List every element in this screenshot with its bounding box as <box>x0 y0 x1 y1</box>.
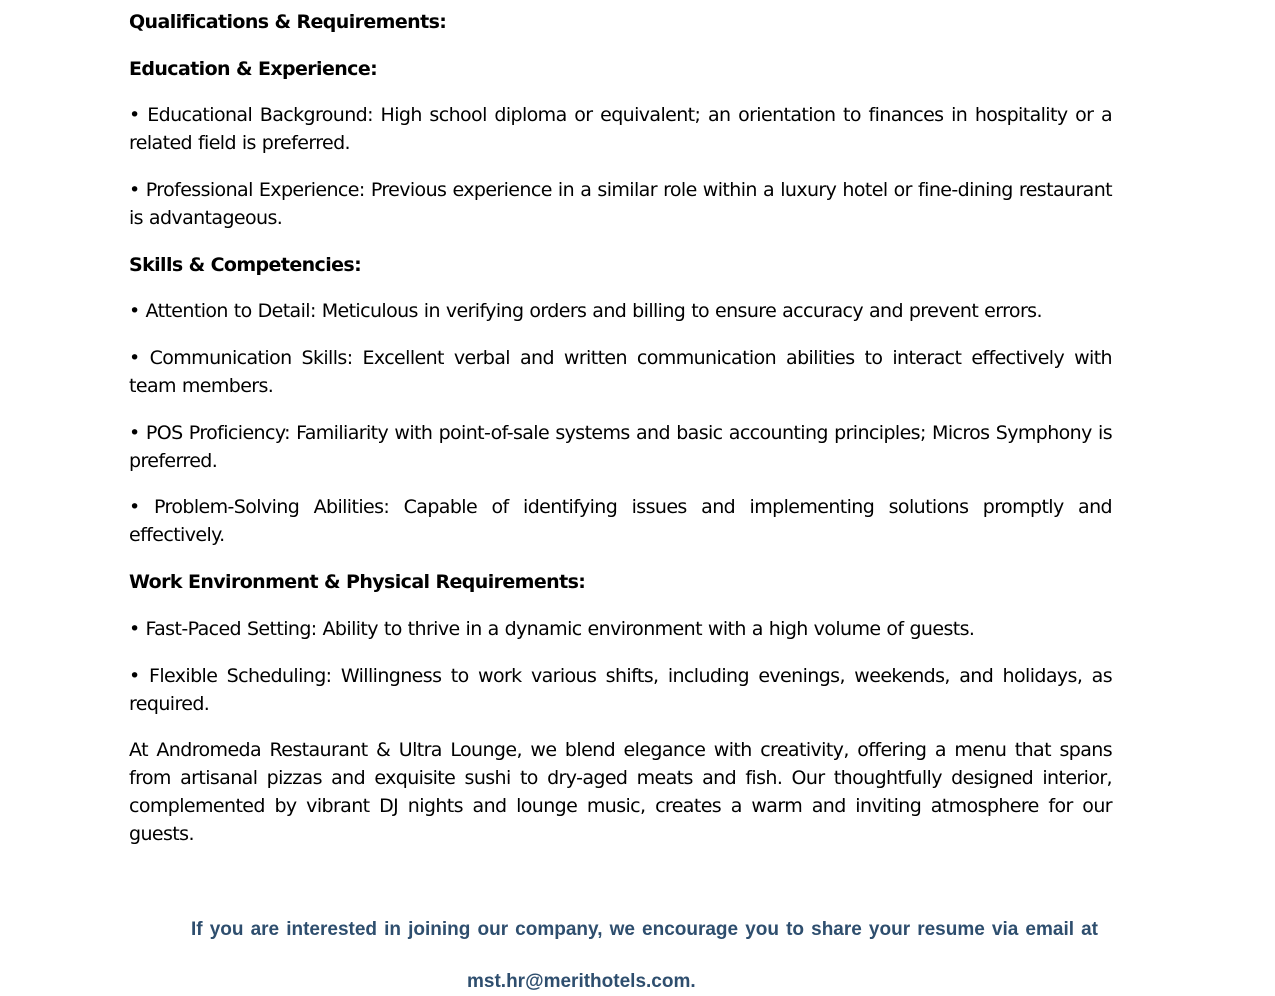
environment-item-scheduling: • Flexible Scheduling: Willingness to work various shifts, including evenings, weekends, and holidays, as required. <box>129 665 1112 715</box>
environment-item-fast-paced: • Fast-Paced Setting: Ability to thrive in a dynamic environment with a high volume of guests. <box>129 618 975 640</box>
education-item-background: • Educational Background: High school diploma or equivalent; an orientation to finances in hospitality or a related field is preferred. <box>129 104 1112 154</box>
about-paragraph: At Andromeda Restaurant & Ultra Lounge, we blend elegance with creativity, offering a menu that spans from artisanal pizzas and exquisite sushi to dry-aged meats and fish. Our thoughtfully designed interior, complemented by vibrant DJ nights and lounge music, creates a warm and inviting atmosphere for our guests. <box>129 739 1112 845</box>
footer-invitation-text: If you are interested in joining our company, we encourage you to share your resume via email at <box>191 919 1098 940</box>
qualifications-heading: Qualifications & Requirements: <box>129 11 447 33</box>
skills-item-problem-solving: • Problem-Solving Abilities: Capable of identifying issues and implementing solutions promptly and effectively. <box>129 496 1112 546</box>
skills-item-attention: • Attention to Detail: Meticulous in verifying orders and billing to ensure accuracy and prevent errors. <box>129 300 1042 322</box>
skills-item-communication: • Communication Skills: Excellent verbal and written communication abilities to interact effectively with team members. <box>129 347 1112 397</box>
education-heading: Education & Experience: <box>129 58 378 80</box>
skills-heading: Skills & Competencies: <box>129 254 362 276</box>
skills-item-pos: • POS Proficiency: Familiarity with point-of-sale systems and basic accounting principles; Micros Symphony is preferred. <box>129 422 1112 472</box>
environment-heading: Work Environment & Physical Requirements: <box>129 571 586 593</box>
footer-email: mst.hr@merithotels.com. <box>467 971 696 992</box>
education-item-experience: • Professional Experience: Previous experience in a similar role within a luxury hotel or fine-dining restaurant is advantageous. <box>129 179 1112 229</box>
